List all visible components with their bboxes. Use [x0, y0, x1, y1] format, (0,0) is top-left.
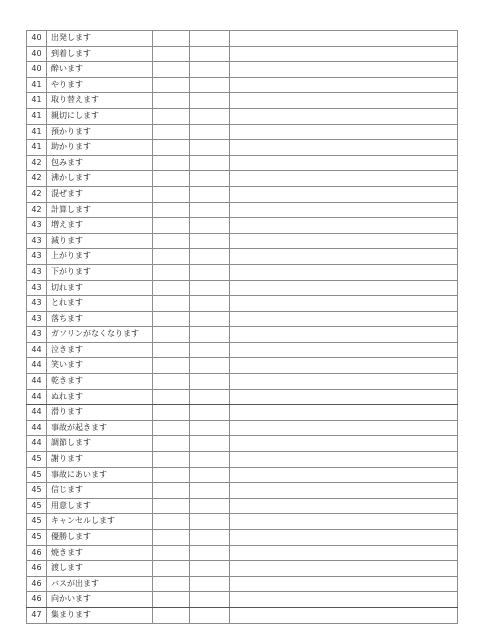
blank-cell-meaning — [190, 389, 230, 405]
blank-cell-meaning — [190, 171, 230, 187]
lesson-number-cell: 46 — [27, 592, 47, 608]
table-row — [27, 108, 458, 124]
blank-cell-reading — [153, 93, 190, 109]
table-row — [27, 62, 458, 78]
blank-cell-notes — [230, 342, 458, 358]
lesson-number-cell: 42 — [27, 155, 47, 171]
table-row — [27, 420, 458, 436]
table-row — [27, 218, 458, 234]
vocabulary-word-cell: 焼きます — [47, 545, 153, 561]
lesson-number-cell: 41 — [27, 93, 47, 109]
lesson-number-cell: 41 — [27, 124, 47, 140]
blank-cell-reading — [153, 46, 190, 62]
blank-cell-meaning — [190, 46, 230, 62]
blank-cell-notes — [230, 405, 458, 421]
blank-cell-meaning — [190, 311, 230, 327]
lesson-number-cell: 45 — [27, 498, 47, 514]
table-row — [27, 514, 458, 530]
vocabulary-word-cell: 笑います — [47, 358, 153, 374]
table-row — [27, 31, 458, 47]
blank-cell-reading — [153, 483, 190, 499]
lesson-number-cell: 43 — [27, 311, 47, 327]
blank-cell-meaning — [190, 452, 230, 468]
lesson-number-cell: 45 — [27, 483, 47, 499]
lesson-number-cell: 47 — [27, 607, 47, 623]
blank-cell-reading — [153, 155, 190, 171]
vocabulary-word-cell: 渡します — [47, 561, 153, 577]
vocabulary-word-cell: 調節します — [47, 436, 153, 452]
blank-cell-meaning — [190, 264, 230, 280]
blank-cell-notes — [230, 514, 458, 530]
blank-cell-notes — [230, 31, 458, 47]
lesson-number-cell: 42 — [27, 186, 47, 202]
blank-cell-reading — [153, 561, 190, 577]
vocabulary-table-body — [27, 31, 458, 624]
blank-cell-meaning — [190, 280, 230, 296]
blank-cell-notes — [230, 46, 458, 62]
blank-cell-notes — [230, 358, 458, 374]
table-row — [27, 311, 458, 327]
blank-cell-reading — [153, 436, 190, 452]
blank-cell-notes — [230, 327, 458, 343]
blank-cell-meaning — [190, 514, 230, 530]
blank-cell-meaning — [190, 374, 230, 390]
blank-cell-meaning — [190, 218, 230, 234]
table-row — [27, 46, 458, 62]
blank-cell-notes — [230, 233, 458, 249]
blank-cell-reading — [153, 296, 190, 312]
blank-cell-notes — [230, 77, 458, 93]
table-row — [27, 124, 458, 140]
vocabulary-word-cell: 落ちます — [47, 311, 153, 327]
blank-cell-notes — [230, 420, 458, 436]
lesson-number-cell: 42 — [27, 171, 47, 187]
table-row — [27, 202, 458, 218]
vocabulary-word-cell: 包みます — [47, 155, 153, 171]
lesson-number-cell: 45 — [27, 467, 47, 483]
blank-cell-notes — [230, 452, 458, 468]
vocabulary-word-cell: キャンセルします — [47, 514, 153, 530]
table-row — [27, 77, 458, 93]
vocabulary-word-cell: ぬれます — [47, 389, 153, 405]
table-row — [27, 607, 458, 623]
blank-cell-meaning — [190, 405, 230, 421]
blank-cell-notes — [230, 561, 458, 577]
lesson-number-cell: 41 — [27, 140, 47, 156]
blank-cell-meaning — [190, 420, 230, 436]
lesson-number-cell: 45 — [27, 452, 47, 468]
table-row — [27, 374, 458, 390]
blank-cell-meaning — [190, 249, 230, 265]
lesson-number-cell: 43 — [27, 296, 47, 312]
vocabulary-word-cell: 親切にします — [47, 108, 153, 124]
blank-cell-meaning — [190, 576, 230, 592]
blank-cell-notes — [230, 296, 458, 312]
blank-cell-reading — [153, 311, 190, 327]
blank-cell-reading — [153, 592, 190, 608]
lesson-number-cell: 44 — [27, 389, 47, 405]
blank-cell-meaning — [190, 93, 230, 109]
table-row — [27, 249, 458, 265]
blank-cell-meaning — [190, 186, 230, 202]
vocabulary-word-cell: 謝ります — [47, 452, 153, 468]
table-row — [27, 233, 458, 249]
blank-cell-reading — [153, 264, 190, 280]
vocabulary-word-cell: 信じます — [47, 483, 153, 499]
blank-cell-reading — [153, 31, 190, 47]
blank-cell-reading — [153, 186, 190, 202]
vocabulary-word-cell: 預かります — [47, 124, 153, 140]
lesson-number-cell: 40 — [27, 31, 47, 47]
blank-cell-reading — [153, 77, 190, 93]
blank-cell-meaning — [190, 436, 230, 452]
vocabulary-word-cell: 混ぜます — [47, 186, 153, 202]
lesson-number-cell: 42 — [27, 202, 47, 218]
vocabulary-word-cell: 助かります — [47, 140, 153, 156]
vocabulary-word-cell: 取り替えます — [47, 93, 153, 109]
blank-cell-notes — [230, 155, 458, 171]
blank-cell-notes — [230, 498, 458, 514]
lesson-number-cell: 40 — [27, 46, 47, 62]
blank-cell-notes — [230, 202, 458, 218]
vocabulary-word-cell: 沸かします — [47, 171, 153, 187]
vocabulary-word-cell: 下がります — [47, 264, 153, 280]
blank-cell-notes — [230, 436, 458, 452]
vocabulary-word-cell: 泣きます — [47, 342, 153, 358]
vocabulary-word-cell: ガソリンがなくなります — [47, 327, 153, 343]
vocabulary-word-cell: 上がります — [47, 249, 153, 265]
lesson-number-cell: 44 — [27, 342, 47, 358]
blank-cell-meaning — [190, 342, 230, 358]
blank-cell-meaning — [190, 607, 230, 623]
lesson-number-cell: 45 — [27, 530, 47, 546]
lesson-number-cell: 46 — [27, 545, 47, 561]
blank-cell-reading — [153, 249, 190, 265]
table-row — [27, 467, 458, 483]
vocabulary-word-cell: 向かいます — [47, 592, 153, 608]
blank-cell-notes — [230, 186, 458, 202]
lesson-number-cell: 43 — [27, 218, 47, 234]
blank-cell-meaning — [190, 296, 230, 312]
lesson-number-cell: 44 — [27, 420, 47, 436]
blank-cell-meaning — [190, 498, 230, 514]
blank-cell-meaning — [190, 62, 230, 78]
blank-cell-reading — [153, 124, 190, 140]
blank-cell-notes — [230, 218, 458, 234]
blank-cell-meaning — [190, 545, 230, 561]
lesson-number-cell: 46 — [27, 561, 47, 577]
blank-cell-meaning — [190, 592, 230, 608]
vocabulary-word-cell: とれます — [47, 296, 153, 312]
blank-cell-reading — [153, 607, 190, 623]
vocabulary-word-cell: 計算します — [47, 202, 153, 218]
table-row — [27, 452, 458, 468]
lesson-number-cell: 43 — [27, 327, 47, 343]
lesson-number-cell: 40 — [27, 62, 47, 78]
blank-cell-reading — [153, 498, 190, 514]
blank-cell-meaning — [190, 140, 230, 156]
blank-cell-notes — [230, 171, 458, 187]
table-row — [27, 155, 458, 171]
vocabulary-word-cell: 事故にあいます — [47, 467, 153, 483]
table-row — [27, 358, 458, 374]
lesson-number-cell: 41 — [27, 108, 47, 124]
blank-cell-meaning — [190, 483, 230, 499]
table-row — [27, 389, 458, 405]
blank-cell-notes — [230, 249, 458, 265]
vocabulary-word-cell: 出発します — [47, 31, 153, 47]
table-row — [27, 530, 458, 546]
lesson-number-cell: 43 — [27, 264, 47, 280]
vocabulary-word-cell: 事故が起きます — [47, 420, 153, 436]
blank-cell-notes — [230, 140, 458, 156]
table-row — [27, 545, 458, 561]
table-row — [27, 140, 458, 156]
table-row — [27, 561, 458, 577]
blank-cell-reading — [153, 358, 190, 374]
table-row — [27, 93, 458, 109]
blank-cell-notes — [230, 311, 458, 327]
lesson-number-cell: 43 — [27, 233, 47, 249]
blank-cell-notes — [230, 124, 458, 140]
blank-cell-reading — [153, 218, 190, 234]
lesson-number-cell: 46 — [27, 576, 47, 592]
blank-cell-meaning — [190, 530, 230, 546]
blank-cell-reading — [153, 280, 190, 296]
blank-cell-reading — [153, 108, 190, 124]
vocabulary-word-cell: 優勝します — [47, 530, 153, 546]
blank-cell-notes — [230, 374, 458, 390]
blank-cell-reading — [153, 327, 190, 343]
blank-cell-notes — [230, 389, 458, 405]
table-row — [27, 498, 458, 514]
table-row — [27, 592, 458, 608]
blank-cell-notes — [230, 93, 458, 109]
blank-cell-reading — [153, 389, 190, 405]
blank-cell-reading — [153, 514, 190, 530]
blank-cell-notes — [230, 108, 458, 124]
blank-cell-notes — [230, 264, 458, 280]
table-row — [27, 405, 458, 421]
blank-cell-notes — [230, 530, 458, 546]
vocabulary-word-cell: 減ります — [47, 233, 153, 249]
blank-cell-meaning — [190, 124, 230, 140]
vocabulary-word-cell: バスが出ます — [47, 576, 153, 592]
blank-cell-meaning — [190, 202, 230, 218]
table-row — [27, 296, 458, 312]
blank-cell-notes — [230, 545, 458, 561]
table-row — [27, 280, 458, 296]
blank-cell-meaning — [190, 31, 230, 47]
vocabulary-word-cell: 増えます — [47, 218, 153, 234]
lesson-number-cell: 41 — [27, 77, 47, 93]
blank-cell-reading — [153, 342, 190, 358]
blank-cell-meaning — [190, 233, 230, 249]
table-row — [27, 327, 458, 343]
blank-cell-meaning — [190, 358, 230, 374]
table-row — [27, 264, 458, 280]
blank-cell-meaning — [190, 327, 230, 343]
vocabulary-word-cell: 酔います — [47, 62, 153, 78]
blank-cell-reading — [153, 374, 190, 390]
lesson-number-cell: 45 — [27, 514, 47, 530]
blank-cell-reading — [153, 545, 190, 561]
vocabulary-word-cell: 到着します — [47, 46, 153, 62]
vocabulary-word-cell: やります — [47, 77, 153, 93]
blank-cell-reading — [153, 452, 190, 468]
blank-cell-notes — [230, 576, 458, 592]
blank-cell-reading — [153, 62, 190, 78]
blank-cell-meaning — [190, 155, 230, 171]
lesson-number-cell: 43 — [27, 280, 47, 296]
vocabulary-word-cell: 滑ります — [47, 405, 153, 421]
table-row — [27, 576, 458, 592]
blank-cell-reading — [153, 171, 190, 187]
table-row — [27, 186, 458, 202]
vocabulary-word-cell: 集まります — [47, 607, 153, 623]
lesson-number-cell: 44 — [27, 374, 47, 390]
blank-cell-reading — [153, 576, 190, 592]
blank-cell-reading — [153, 233, 190, 249]
vocabulary-table — [26, 30, 458, 624]
vocabulary-word-cell: 乾きます — [47, 374, 153, 390]
blank-cell-meaning — [190, 77, 230, 93]
blank-cell-reading — [153, 140, 190, 156]
vocabulary-word-cell: 切れます — [47, 280, 153, 296]
table-row — [27, 171, 458, 187]
table-row — [27, 342, 458, 358]
blank-cell-reading — [153, 420, 190, 436]
blank-cell-reading — [153, 202, 190, 218]
table-row — [27, 483, 458, 499]
blank-cell-reading — [153, 405, 190, 421]
blank-cell-reading — [153, 530, 190, 546]
blank-cell-notes — [230, 280, 458, 296]
blank-cell-notes — [230, 607, 458, 623]
blank-cell-meaning — [190, 561, 230, 577]
blank-cell-notes — [230, 467, 458, 483]
vocabulary-word-cell: 用意します — [47, 498, 153, 514]
blank-cell-meaning — [190, 108, 230, 124]
blank-cell-reading — [153, 467, 190, 483]
table-row — [27, 436, 458, 452]
blank-cell-meaning — [190, 467, 230, 483]
lesson-number-cell: 43 — [27, 249, 47, 265]
blank-cell-notes — [230, 62, 458, 78]
blank-cell-notes — [230, 483, 458, 499]
blank-cell-notes — [230, 592, 458, 608]
lesson-number-cell: 44 — [27, 358, 47, 374]
lesson-number-cell: 44 — [27, 436, 47, 452]
lesson-number-cell: 44 — [27, 405, 47, 421]
